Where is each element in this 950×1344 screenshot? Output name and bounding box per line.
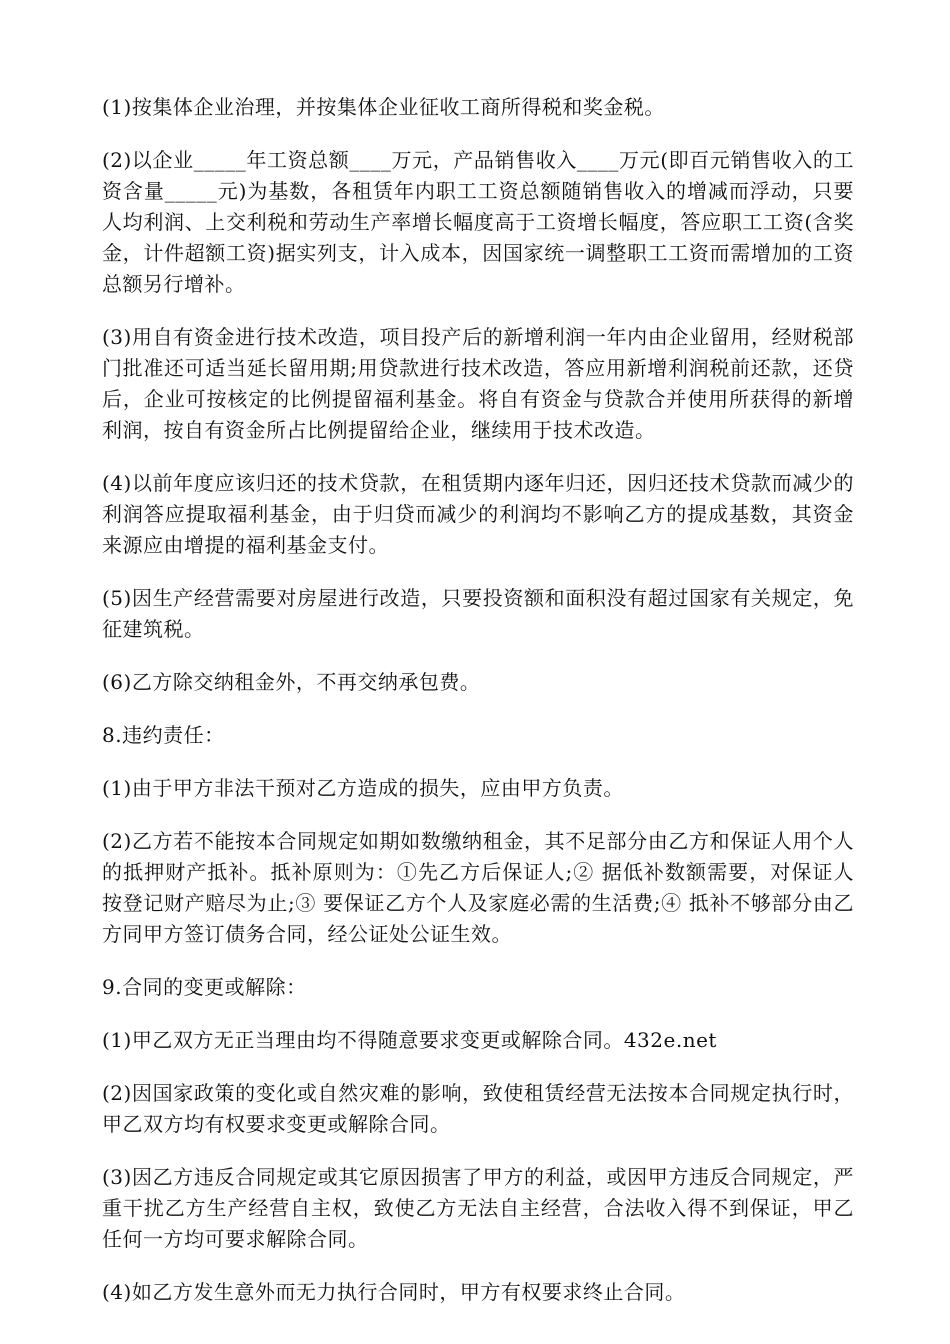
- clause-9-2: (2)因国家政策的变化或自然灾难的影响，致使租赁经营无法按本合同规定执行时，甲乙双方均有权要求变更或解除合同。: [102, 1081, 854, 1136]
- clause-9-3: (3)因乙方违反合同规定或其它原因损害了甲方的利益，或因甲方违反合同规定，严重干扰乙方生产经营自主权，致使乙方无法自主经营，合法收入得不到保证，甲乙任何一方均可要求解除合同。: [102, 1165, 854, 1251]
- section-heading-breach: 8.违约责任：: [102, 723, 225, 747]
- clause-9-1: (1)甲乙双方无正当理由均不得随意要求变更或解除合同。432e.net: [102, 1028, 717, 1052]
- clause-7-4: (4)以前年度应该归还的技术贷款，在租赁期内逐年归还，因归还技术贷款而减少的利润答应提取福利基金，由于归贷而减少的利润均不影响乙方的提成基数，其资金来源应由增提的福利基金支付。: [102, 471, 854, 557]
- clause-7-3: (3)用自有资金进行技术改造，项目投产后的新增利润一年内由企业留用，经财税部门批准还可适当延长留用期;用贷款进行技术改造，答应用新增利润税前还款，还贷后，企业可按核定的比例提留福利基金。将自有资金与贷款合并使用所获得的新增利润，按自有资金所占比例提留给企业，继续用于技术改造。: [102, 325, 854, 442]
- clause-8-1: (1)由于甲方非法干预对乙方造成的损失，应由甲方负责。: [102, 776, 624, 800]
- clause-7-1: (1)按集体企业治理，并按集体企业征收工商所得税和奖金税。: [102, 95, 665, 119]
- clause-9-4: (4)如乙方发生意外而无力执行合同时，甲方有权要求终止合同。: [102, 1280, 686, 1304]
- clause-8-2: (2)乙方若不能按本合同规定如期如数缴纳租金，其不足部分由乙方和保证人用个人的抵押财产抵补。抵补原则为：①先乙方后保证人;② 据低补数额需要，对保证人按登记财产赔尽为止;③ 要保证乙方个人及家庭必需的生活费;④ 抵补不够部分由乙方同甲方签订债务合同，经公证处公证生效。: [102, 829, 854, 946]
- clause-7-5: (5)因生产经营需要对房屋进行改造，只要投资额和面积没有超过国家有关规定，免征建筑税。: [102, 586, 854, 641]
- clause-7-2: (2)以企业_____年工资总额____万元，产品销售收入____万元(即百元销售收入的工资含量_____元)为基数，各租赁年内职工工资总额随销售收入的增减而浮动，只要人均利润、上交利税和劳动生产率增长幅度高于工资增长幅度，答应职工工资(含奖金，计件超额工资)据实列支，计入成本，因国家统一调整职工工资而需增加的工资总额另行增补。: [102, 148, 854, 296]
- clause-7-6: (6)乙方除交纳租金外，不再交纳承包费。: [102, 670, 481, 694]
- document-body: [102, 92, 854, 1330]
- section-heading-change: 9.合同的变更或解除：: [102, 975, 307, 999]
